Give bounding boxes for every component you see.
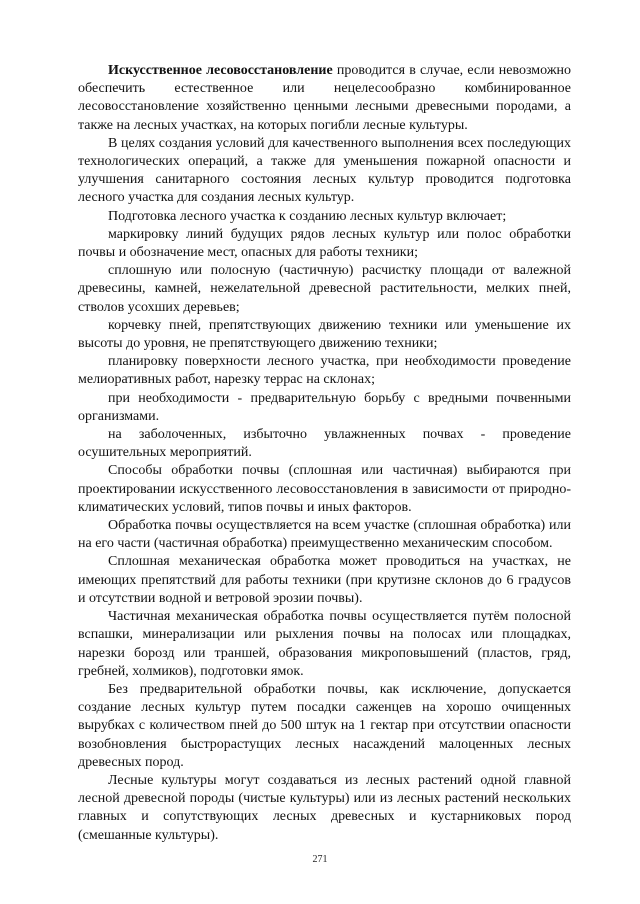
paragraph: Сплошная механическая обработка может проводиться на участках, не имеющих препятствий для работы техники (при крутизне склонов до 6 градусов и отсутствии водной и ветровой эрозии почвы). [78, 554, 571, 606]
list-item: при необходимости - предварительную борьбу с вредными почвенными организмами. [78, 390, 571, 424]
list-item: маркировку линий будущих рядов лесных культур или полос обработки почвы и обозначение мест, опасных для работы техники; [78, 226, 571, 261]
document-body [78, 62, 571, 845]
paragraph: В целях создания условий для качественного выполнения всех последующих технологических операций, а также для уменьшения пожарной опасности и улучшения санитарного состояния лесных культур проводится подготовка лесного участка для создания лесных культур. [78, 135, 571, 206]
paragraph: Подготовка лесного участка к созданию лесных культур включает; [108, 208, 507, 224]
list-item: сплошную или полосную (частичную) расчистку площади от валежной древесины, камней, нежелательной древесной растительности, мелких пней, стволов усохших деревьев; [78, 263, 571, 315]
list-item: на заболоченных, избыточно увлажненных почвах - проведение осушительных мероприятий. [78, 427, 571, 461]
page-number: 271 [312, 854, 328, 865]
list-item: планировку поверхности лесного участка, при необходимости проведение мелиоративных работ, нарезку террас на склонах; [78, 354, 571, 388]
paragraph: Частичная механическая обработка почвы осуществляется путём полосной вспашки, минерализации или рыхления почвы на полосах или площадках, нарезки борозд или траншей, образования микроповышений (пластов, гряд, гребней, холмиков), подготовки ямок. [78, 609, 571, 679]
paragraph: Лесные культуры могут создаваться из лесных растений одной главной лесной древесной породы (чистые культуры) или из лесных растений нескольких главных и сопутствующих лесных древесных и кустарниковых пород (смешанные культуры). [78, 772, 571, 843]
paragraph-intro [78, 62, 571, 135]
intro-text: проводится в случае, если невозможно обеспечить естественное или нецелесообразно комбинированное лесовосстановление хозяйственно ценными лесными древесными породами, а также на лесных участках, на которых погибли лесные культуры. [78, 63, 571, 133]
paragraph: Обработка почвы осуществляется на всем участке (сплошная обработка) или на его части (частичная обработка) преимущественно механическим способом. [78, 518, 571, 552]
term-bold: Искусственное лесовосстановление [108, 63, 333, 78]
paragraph: Способы обработки почвы (сплошная или частичная) выбираются при проектировании искусственного лесовосстановления в зависимости от природно-климатических условий, типов почвы и иных факторов. [78, 463, 571, 515]
paragraph: Без предварительной обработки почвы, как исключение, допускается создание лесных культур путем посадки саженцев на хорошо очищенных вырубках с количеством пней до 500 штук на 1 гектар при отсутствии опасности возобновления быстрорастущих лесных насаждений малоценных лесных древесных пород. [78, 681, 571, 770]
list-item: корчевку пней, препятствующих движению техники или уменьшение их высоты до уровня, не препятствующего движению техники; [78, 317, 571, 352]
